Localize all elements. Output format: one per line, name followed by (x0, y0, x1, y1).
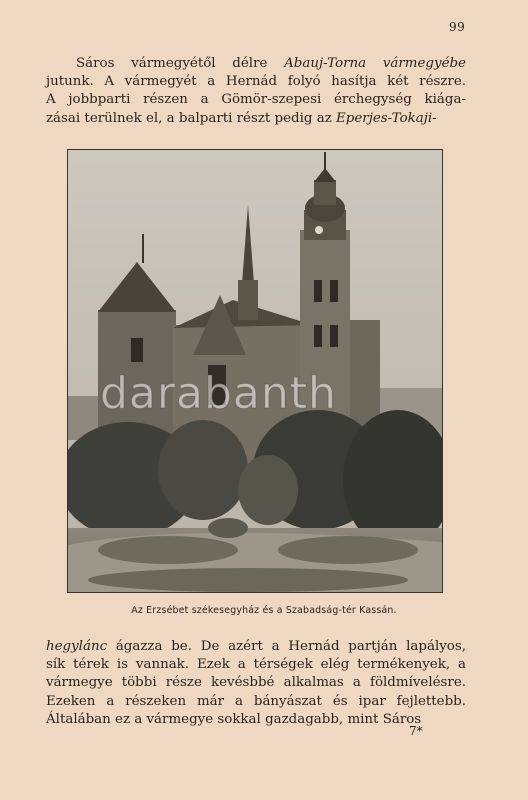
text-line: zásai terülnek el, a balparti részt pedig az Eperjes-Tokaji- (46, 110, 437, 126)
text-line: Általában ez a vármegye sokkal gazdagabb, mint Sáros (46, 711, 422, 727)
italic-term: hegylánc (46, 639, 108, 654)
page-number: 99 (449, 20, 466, 34)
italic-term: Abauj-Torna vármegyébe (284, 56, 466, 71)
top-paragraph (46, 55, 466, 128)
text-line: hegylánc ágazza be. De azért a Hernád partján lapályos, (46, 639, 466, 654)
text-line: Sáros vármegyétől délre Abauj-Torna vármegyébe (76, 56, 466, 71)
italic-term: Eperjes-Tokaji- (336, 110, 437, 126)
signature-mark: 7* (409, 724, 423, 738)
figure-caption: Az Erzsébet székesegyház és a Szabadság-tér Kassán. (131, 605, 397, 616)
watermark: darabanth (100, 368, 337, 419)
text-line: A jobbparti részen a Gömör-szepesi érchegység kiága- (46, 92, 466, 108)
text-line: sík térek is vannak. Ezek a térségek elég termékenyek, a (46, 657, 466, 673)
bottom-paragraph (46, 638, 466, 729)
text-line: vármegye többi része kevésbbé alkalmas a földmívelésre. (46, 675, 466, 691)
text-line: Ezeken a részeken már a bányászat és ipar fejlettebb. (46, 693, 466, 709)
text-line: jutunk. A vármegyét a Hernád folyó hasítja két részre. (46, 74, 466, 90)
